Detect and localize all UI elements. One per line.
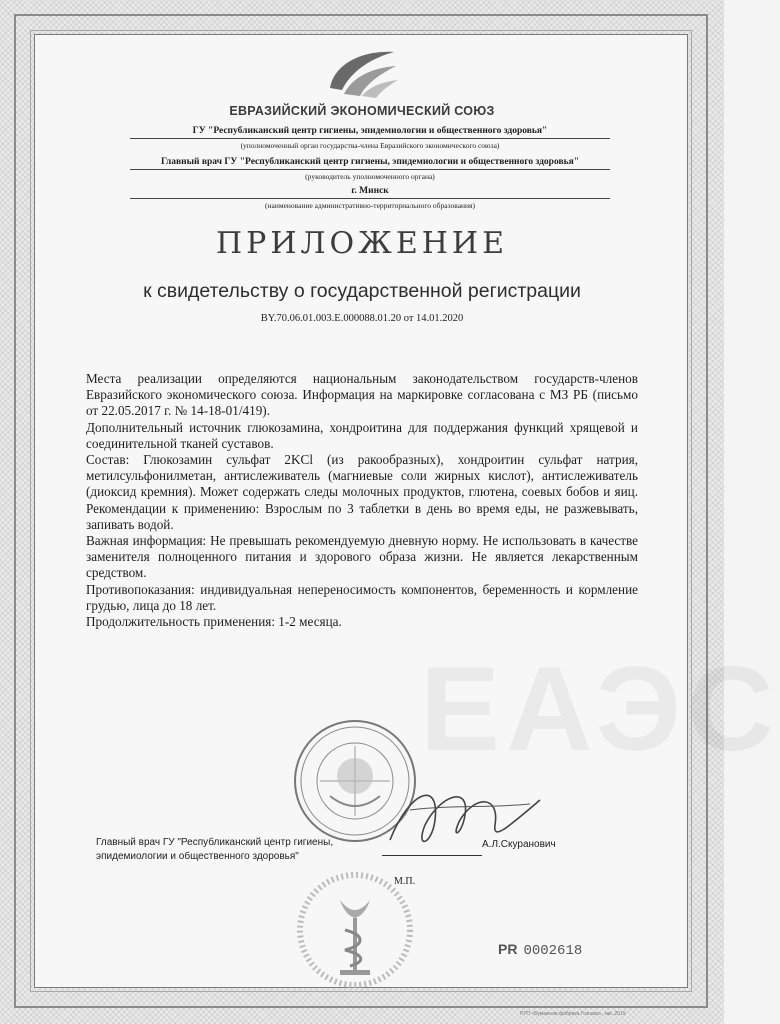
eaeu-watermark: ЕАЭС: [420, 642, 780, 776]
paragraph-contraindications: Противопоказания: индивидуальная непереносимость компонентов, беременность и кормление грудью, лица до 18 лет.: [86, 581, 638, 613]
signer-position: Главный врач ГУ "Республиканский центр гигиены, эпидемиологии и общественного здоровья": [96, 837, 334, 862]
paragraph-composition: Состав: Глюкозамин сульфат 2KCl (из ракообразных), хондроитин сульфат натрия, метилсульфонилметан, антислеживатель (магниевые соли жирных кислот), антислеживатель (диоксид кремния). Может содержать следы молочных продуктов, глютена, соевых бобов и яиц. Рекомендации к применению: Взрослым по 3 таблетки в день во время еды, не разжевывать, запивать водой.: [86, 452, 638, 532]
union-title: ЕВРАЗИЙСКИЙ ЭКОНОМИЧЕСКИЙ СОЮЗ: [229, 104, 495, 118]
registration-number: BY.70.06.01.003.E.000088.01.20 от 14.01.2020: [260, 313, 464, 324]
signer-name: А.Л.Скуранович: [482, 839, 556, 850]
divider: [130, 138, 610, 139]
paragraph-sales: Места реализации определяются национальным законодательством государств-членов Евразийского экономического союза. Информация на маркировке согласована с МЗ РБ (письмо от 22.05.2017 г. № 14-18-01/419).: [86, 371, 638, 419]
divider: [130, 169, 610, 170]
serial-number: [498, 941, 582, 959]
paragraph-duration: Продолжительность применения: 1-2 месяца.: [86, 614, 342, 630]
head-name: Главный врач ГУ "Республиканский центр гигиены, эпидемиологии и общественного здоровья": [160, 157, 580, 167]
paragraph-purpose: Дополнительный источник глюкозамина, хондроитина для поддержания функций хрящевой и соединительной тканей суставов.: [86, 419, 638, 451]
document-body: [86, 371, 638, 630]
medical-emblem-icon: [290, 870, 420, 990]
divider: [130, 198, 610, 199]
document-subtitle: к свидетельству о государственной регистрации: [143, 280, 581, 302]
serial-digits: 0002618: [523, 943, 583, 959]
signature-line: [382, 855, 482, 856]
paragraph-important: Важная информация: Не превышать рекомендуемую дневную норму. Не использовать в качестве заменителя полноценного питания и здорового образа жизни. Не является лекарственным средством.: [86, 533, 638, 581]
document-title: ПРИЛОЖЕНИЕ: [216, 226, 508, 261]
city-note: (наименование административно-территориального образования): [264, 201, 475, 210]
head-note: (руководитель уполномоченного органа): [305, 172, 435, 181]
printer-note: РУП «Бумажная фабрика Гознака», зак. 2019: [520, 1011, 626, 1017]
serial-prefix: PR: [498, 941, 518, 957]
issuer-note: (уполномоченный орган государства-члена Евразийского экономического союза): [240, 141, 500, 150]
issuer-name: ГУ "Республиканский центр гигиены, эпидемиологии и общественного здоровья": [192, 126, 548, 136]
stamp-place-label: М.П.: [394, 876, 416, 887]
eaeu-logo-icon: [322, 44, 402, 100]
city-name: г. Минск: [351, 186, 389, 196]
